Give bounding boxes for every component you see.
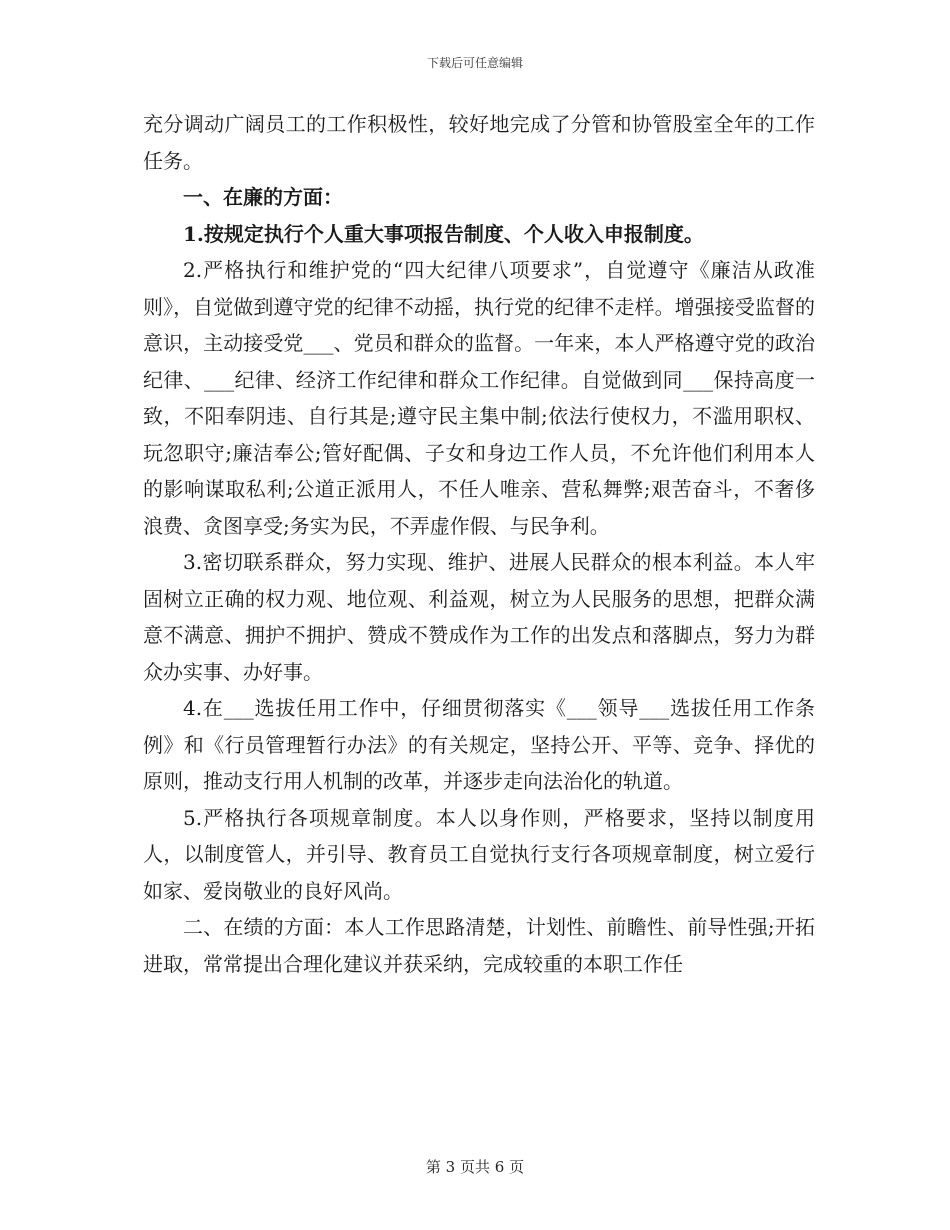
page-footer: 第 3 页共 6 页 xyxy=(425,1158,525,1176)
document-body xyxy=(143,106,815,982)
page-header: 下载后可任意编辑 xyxy=(426,56,523,70)
paragraph-item-4: 4.在___选拔任用工作中，仔细贯彻落实《___领导___选拔任用工作条例》和《行员管理暂行办法》的有关规定，坚持公开、平等、竞争、择优的原则，推动支行用人机制的改革，并逐步走向法治化的轨道。 xyxy=(143,696,815,793)
paragraph-item-5: 5.严格执行各项规章制度。本人以身作则，严格要求，坚持以制度用人，以制度管人，并引导、教育员工自觉执行支行各项规章制度，树立爱行如家、爱岗敬业的良好风尚。 xyxy=(143,805,815,903)
paragraph-item-3: 3.密切联系群众，努力实现、维护、进展人民群众的根本利益。本人牢固树立正确的权力观、地位观、利益观，树立为人民服务的思想，把群众满意不满意、拥护不拥护、赞成不赞成作为工作的出发点和落脚点，努力为群众办实事、办好事。 xyxy=(143,550,815,684)
paragraph-continuation: 充分调动广阔员工的工作积极性，较好地完成了分管和协管股室全年的工作任务。 xyxy=(143,112,815,173)
paragraph-item-1: 1.按规定执行个人重大事项报告制度、个人收入申报制度。 xyxy=(183,221,704,246)
section-performance: 二、在绩的方面：本人工作思路清楚，计划性、前瞻性、前导性强;开拓进取，常常提出合理化建议并获采纳，完成较重的本职工作任 xyxy=(143,915,815,976)
section-heading-integrity: 一、在廉的方面： xyxy=(183,185,343,209)
paragraph-item-2: 2.严格执行和维护党的“四大纪律八项要求”，自觉遵守《廉洁从政准则》，自觉做到遵守党的纪律不动摇，执行党的纪律不走样。增强接受监督的意识，主动接受党___、党员和群众的监督。一年来，本人严格遵守党的政治纪律、___纪律、经济工作纪律和群众工作纪律。自觉做到同___保持高度一致，不阳奉阴违、自行其是;遵守民主集中制;依法行使权力，不滥用职权、玩忽职守;廉洁奉公;管好配偶、子女和身边工作人员，不允许他们利用本人的影响谋取私利;公道正派用人，不任人唯亲、营私舞弊;艰苦奋斗，不奢侈浪费、贪图享受;务实为民，不弄虚作假、与民争利。 xyxy=(143,258,815,538)
